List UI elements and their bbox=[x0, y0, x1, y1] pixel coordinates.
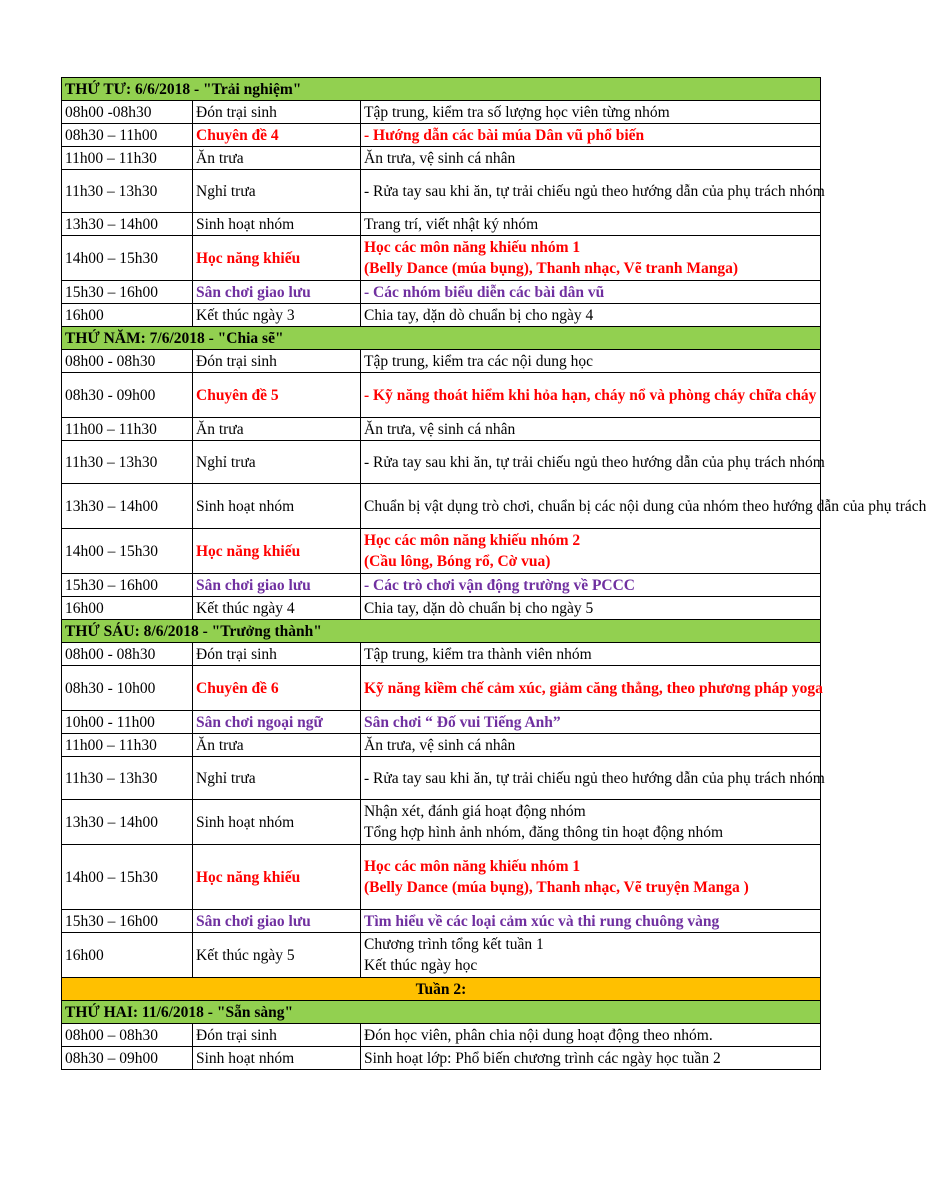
activity-cell: Đón trại sinh bbox=[193, 643, 361, 666]
details-line: Tập trung, kiểm tra số lượng học viên từng nhóm bbox=[364, 103, 670, 121]
activity-cell: Sân chơi giao lưu bbox=[193, 910, 361, 933]
activity-cell: Nghỉ trưa bbox=[193, 441, 361, 484]
details-line: Chuẩn bị vật dụng trò chơi, chuẩn bị các nội dung của nhóm theo hướng dẫn của phụ trách bbox=[364, 497, 926, 515]
schedule-row bbox=[62, 304, 821, 327]
time-cell: 15h30 – 16h00 bbox=[62, 574, 193, 597]
activity-cell: Sân chơi ngoại ngữ bbox=[193, 711, 361, 734]
details-cell bbox=[361, 484, 926, 529]
schedule-row bbox=[62, 597, 821, 620]
time-cell: 08h30 - 10h00 bbox=[62, 666, 193, 711]
details-line: Học các môn năng khiếu nhóm 1 bbox=[364, 239, 581, 256]
details-line: Ăn trưa, vệ sinh cá nhân bbox=[364, 736, 516, 754]
activity-cell: Chuyên đề 6 bbox=[193, 666, 361, 711]
details-line: Ăn trưa, vệ sinh cá nhân bbox=[364, 149, 516, 167]
schedule-row bbox=[62, 281, 821, 304]
details-line: - Rửa tay sau khi ăn, tự trải chiếu ngủ theo hướng dẫn của phụ trách nhóm bbox=[364, 453, 825, 471]
details-line: - Kỹ năng thoát hiểm khi hỏa hạn, cháy nổ và phòng cháy chữa cháy bbox=[364, 386, 817, 404]
details-cell bbox=[361, 441, 825, 484]
details-line: (Cầu lông, Bóng rổ, Cờ vua) bbox=[364, 553, 551, 570]
schedule-row bbox=[62, 418, 821, 441]
schedule-row bbox=[62, 213, 821, 236]
day-header: THỨ NĂM: 7/6/2018 - "Chia sẽ" bbox=[62, 327, 821, 350]
activity-cell: Chuyên đề 4 bbox=[193, 124, 361, 147]
schedule-body bbox=[62, 78, 926, 1070]
details-cell bbox=[361, 213, 821, 236]
details-cell bbox=[361, 304, 821, 327]
details-cell bbox=[361, 574, 821, 597]
activity-cell: Đón trại sinh bbox=[193, 350, 361, 373]
details-line: Chia tay, dặn dò chuẩn bị cho ngày 5 bbox=[364, 599, 594, 617]
schedule-row bbox=[62, 101, 821, 124]
details-line: Ăn trưa, vệ sinh cá nhân bbox=[364, 420, 516, 438]
time-cell: 13h30 – 14h00 bbox=[62, 800, 193, 845]
details-line: Đón học viên, phân chia nội dung hoạt động theo nhóm. bbox=[364, 1026, 713, 1044]
schedule-row bbox=[62, 236, 821, 281]
details-line: Kỹ năng kiềm chế cảm xúc, giảm căng thẳng, theo phương pháp yoga bbox=[364, 679, 823, 697]
activity-cell: Đón trại sinh bbox=[193, 101, 361, 124]
time-cell: 08h30 – 09h00 bbox=[62, 1047, 193, 1070]
time-cell: 08h30 – 11h00 bbox=[62, 124, 193, 147]
schedule-table bbox=[61, 77, 926, 1070]
time-cell: 16h00 bbox=[62, 933, 193, 978]
details-cell bbox=[361, 124, 821, 147]
details-line: Kết thúc ngày học bbox=[364, 957, 478, 974]
time-cell: 16h00 bbox=[62, 304, 193, 327]
schedule-row bbox=[62, 350, 821, 373]
activity-cell: Học năng khiếu bbox=[193, 236, 361, 281]
schedule-row bbox=[62, 643, 821, 666]
details-line: Tập trung, kiểm tra các nội dung học bbox=[364, 352, 593, 370]
details-cell bbox=[361, 170, 825, 213]
details-cell bbox=[361, 350, 821, 373]
schedule-row bbox=[62, 666, 821, 711]
details-cell bbox=[361, 666, 821, 711]
details-line: Học các môn năng khiếu nhóm 1 bbox=[364, 858, 581, 875]
details-line: - Rửa tay sau khi ăn, tự trải chiếu ngủ theo hướng dẫn của phụ trách nhóm bbox=[364, 769, 825, 787]
schedule-row bbox=[62, 147, 821, 170]
schedule-row bbox=[62, 800, 821, 845]
details-line: Sân chơi “ Đố vui Tiếng Anh” bbox=[364, 713, 561, 731]
day-header: THỨ HAI: 11/6/2018 - "Sẵn sàng" bbox=[62, 1001, 821, 1024]
activity-cell: Chuyên đề 5 bbox=[193, 373, 361, 418]
day-header-row bbox=[62, 1001, 821, 1024]
details-line: Nhận xét, đánh giá hoạt động nhóm bbox=[364, 803, 586, 820]
activity-cell: Nghỉ trưa bbox=[193, 170, 361, 213]
schedule-row bbox=[62, 757, 821, 800]
details-cell bbox=[361, 418, 821, 441]
details-line: (Belly Dance (múa bụng), Thanh nhạc, Vẽ tranh Manga) bbox=[364, 260, 739, 277]
activity-cell: Ăn trưa bbox=[193, 418, 361, 441]
day-header-row bbox=[62, 620, 821, 643]
time-cell: 14h00 – 15h30 bbox=[62, 236, 193, 281]
time-cell: 11h30 – 13h30 bbox=[62, 170, 193, 213]
details-cell bbox=[361, 734, 821, 757]
time-cell: 08h00 - 08h30 bbox=[62, 643, 193, 666]
schedule-row bbox=[62, 574, 821, 597]
details-line: (Belly Dance (múa bụng), Thanh nhạc, Vẽ truyện Manga ) bbox=[364, 879, 749, 896]
details-line: Sinh hoạt lớp: Phổ biến chương trình các ngày học tuần 2 bbox=[364, 1049, 721, 1067]
schedule-row bbox=[62, 933, 821, 978]
time-cell: 08h00 -08h30 bbox=[62, 101, 193, 124]
activity-cell: Sinh hoạt nhóm bbox=[193, 1047, 361, 1070]
time-cell: 13h30 – 14h00 bbox=[62, 213, 193, 236]
time-cell: 11h00 – 11h30 bbox=[62, 147, 193, 170]
time-cell: 15h30 – 16h00 bbox=[62, 281, 193, 304]
day-header: THỨ TƯ: 6/6/2018 - "Trải nghiệm" bbox=[62, 78, 821, 101]
time-cell: 11h30 – 13h30 bbox=[62, 757, 193, 800]
time-cell: 10h00 - 11h00 bbox=[62, 711, 193, 734]
details-cell bbox=[361, 281, 821, 304]
details-line: - Hướng dẫn các bài múa Dân vũ phổ biến bbox=[364, 126, 645, 144]
details-cell bbox=[361, 711, 821, 734]
details-cell bbox=[361, 101, 821, 124]
details-cell bbox=[361, 236, 821, 281]
week-header: Tuần 2: bbox=[62, 978, 821, 1001]
activity-cell: Đón trại sinh bbox=[193, 1024, 361, 1047]
details-line: Tập trung, kiểm tra thành viên nhóm bbox=[364, 645, 592, 663]
day-header-row bbox=[62, 327, 821, 350]
schedule-row bbox=[62, 373, 821, 418]
schedule-row bbox=[62, 1047, 821, 1070]
details-line: Chia tay, dặn dò chuẩn bị cho ngày 4 bbox=[364, 306, 594, 324]
time-cell: 08h30 - 09h00 bbox=[62, 373, 193, 418]
activity-cell: Sân chơi giao lưu bbox=[193, 281, 361, 304]
day-header: THỨ SÁU: 8/6/2018 - "Trưởng thành" bbox=[62, 620, 821, 643]
details-cell bbox=[361, 1024, 821, 1047]
time-cell: 11h00 – 11h30 bbox=[62, 734, 193, 757]
activity-cell: Học năng khiếu bbox=[193, 845, 361, 910]
details-cell bbox=[361, 147, 821, 170]
details-line: Chương trình tổng kết tuần 1 bbox=[364, 936, 544, 953]
time-cell: 16h00 bbox=[62, 597, 193, 620]
schedule-row bbox=[62, 529, 821, 574]
time-cell: 14h00 – 15h30 bbox=[62, 529, 193, 574]
schedule-row bbox=[62, 734, 821, 757]
time-cell: 08h00 - 08h30 bbox=[62, 350, 193, 373]
activity-cell: Ăn trưa bbox=[193, 734, 361, 757]
details-cell bbox=[361, 910, 821, 933]
activity-cell: Học năng khiếu bbox=[193, 529, 361, 574]
schedule-row bbox=[62, 845, 821, 910]
details-line: - Các nhóm biểu diễn các bài dân vũ bbox=[364, 283, 605, 301]
activity-cell: Kết thúc ngày 3 bbox=[193, 304, 361, 327]
day-header-row bbox=[62, 78, 821, 101]
time-cell: 15h30 – 16h00 bbox=[62, 910, 193, 933]
details-line: Tổng hợp hình ảnh nhóm, đăng thông tin hoạt động nhóm bbox=[364, 824, 724, 841]
schedule-row bbox=[62, 124, 821, 147]
activity-cell: Sinh hoạt nhóm bbox=[193, 213, 361, 236]
details-cell bbox=[361, 529, 821, 574]
details-line: Học các môn năng khiếu nhóm 2 bbox=[364, 532, 581, 549]
details-cell bbox=[361, 933, 821, 978]
activity-cell: Nghỉ trưa bbox=[193, 757, 361, 800]
schedule-row bbox=[62, 711, 821, 734]
activity-cell: Sinh hoạt nhóm bbox=[193, 800, 361, 845]
details-line: Tìm hiểu về các loại cảm xúc và thi rung chuông vàng bbox=[364, 912, 720, 930]
details-cell bbox=[361, 1047, 821, 1070]
details-cell bbox=[361, 643, 821, 666]
details-line: - Các trò chơi vận động trường về PCCC bbox=[364, 576, 636, 594]
details-cell bbox=[361, 757, 825, 800]
time-cell: 14h00 – 15h30 bbox=[62, 845, 193, 910]
schedule-row bbox=[62, 1024, 821, 1047]
week-header-row bbox=[62, 978, 821, 1001]
time-cell: 11h30 – 13h30 bbox=[62, 441, 193, 484]
time-cell: 13h30 – 14h00 bbox=[62, 484, 193, 529]
details-cell bbox=[361, 373, 821, 418]
details-line: - Rửa tay sau khi ăn, tự trải chiếu ngủ theo hướng dẫn của phụ trách nhóm bbox=[364, 182, 825, 200]
schedule-row bbox=[62, 170, 821, 213]
activity-cell: Sân chơi giao lưu bbox=[193, 574, 361, 597]
activity-cell: Kết thúc ngày 4 bbox=[193, 597, 361, 620]
time-cell: 11h00 – 11h30 bbox=[62, 418, 193, 441]
details-cell bbox=[361, 800, 821, 845]
details-line: Trang trí, viết nhật ký nhóm bbox=[364, 215, 539, 233]
schedule-row bbox=[62, 484, 821, 529]
time-cell: 08h00 – 08h30 bbox=[62, 1024, 193, 1047]
activity-cell: Sinh hoạt nhóm bbox=[193, 484, 361, 529]
details-cell bbox=[361, 845, 821, 910]
details-cell bbox=[361, 597, 821, 620]
activity-cell: Ăn trưa bbox=[193, 147, 361, 170]
activity-cell: Kết thúc ngày 5 bbox=[193, 933, 361, 978]
schedule-row bbox=[62, 910, 821, 933]
schedule-row bbox=[62, 441, 821, 484]
